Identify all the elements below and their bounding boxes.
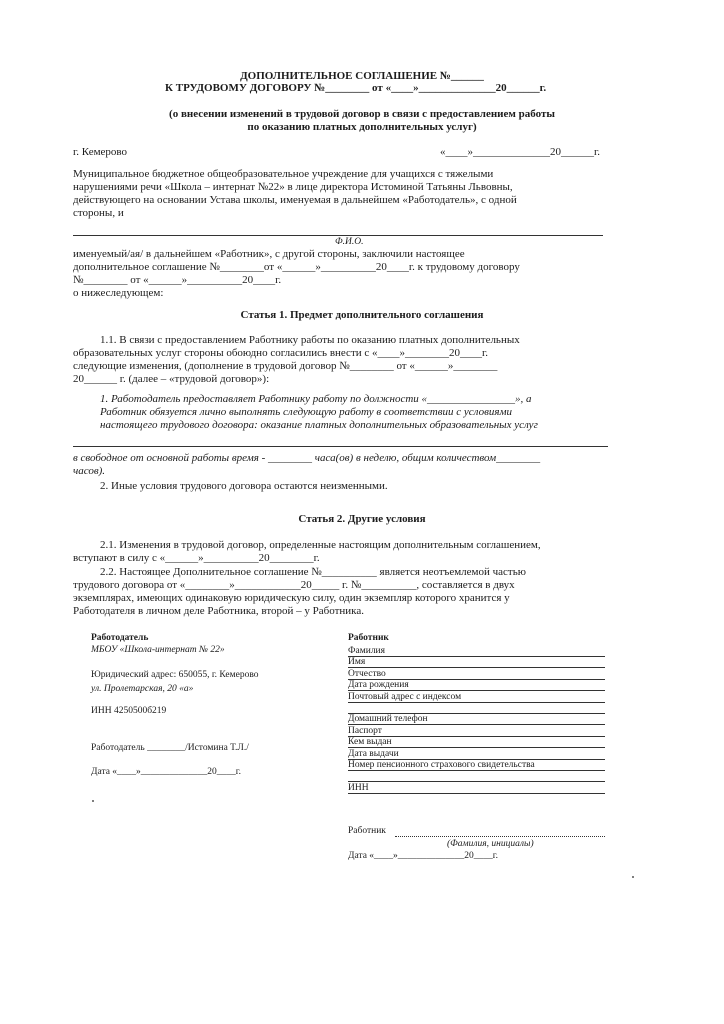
- scan-speck: [632, 876, 634, 878]
- employee-field-label: Отчество: [348, 668, 386, 679]
- employee-field-line: [348, 724, 605, 725]
- scan-speck: [92, 800, 94, 802]
- article-2-line-6: Работодателя в личном деле Работника, второй – у Работника.: [73, 605, 364, 617]
- intro-line-8: о нижеследующем:: [73, 287, 164, 299]
- subtitle-line-1: (о внесении изменений в трудовой договор в связи с предоставлением работы: [169, 108, 555, 120]
- intro-line-4: стороны, и: [73, 207, 124, 219]
- employee-field-line: [348, 656, 605, 657]
- article-1-line-7: настоящего трудового договора: оказание платных дополнительных образовательных услуг: [100, 419, 538, 431]
- article-2-line-5: экземплярах, имеющих одинаковую юридическую силу, один экземпляр которого хранится у: [73, 592, 510, 604]
- article-1-line-8: в свободное от основной работы время - ________ часа(ов) в неделю, общим количеством________: [73, 452, 541, 464]
- contract-reference: К ТРУДОВОМУ ДОГОВОРУ №________ от «____»______________20______г.: [165, 82, 547, 94]
- article-1-line-6: Работник обязуется лично выполнять следующую работу в соответствии с условиями: [100, 406, 512, 418]
- employee-field-line: [348, 770, 605, 771]
- employer-address-2: ул. Пролетарская, 20 «а»: [91, 684, 194, 694]
- employee-field-label: Номер пенсионного страхового свидетельства: [348, 760, 535, 770]
- employee-field-label: Почтовый адрес с индексом: [348, 691, 462, 702]
- article-1-heading: Статья 1. Предмет дополнительного соглашения: [240, 309, 484, 321]
- intro-line-5: именуемый/ая/ в дальнейшем «Работник», с другой стороны, заключили настоящее: [73, 248, 465, 260]
- employer-signature: Работодатель ________/Истомина Т.Л./: [91, 743, 249, 753]
- employee-field-label: Дата рождения: [348, 680, 409, 691]
- intro-line-3: действующего на основании Устава школы, именуемая в дальнейшем «Работодатель», с одной: [73, 194, 517, 206]
- article-1-line-10: 2. Иные условия трудового договора остаются неизменными.: [100, 480, 388, 492]
- employee-signature-caption: (Фамилия, инициалы): [447, 839, 534, 849]
- document-title: ДОПОЛНИТЕЛЬНОЕ СОГЛАШЕНИЕ №______: [240, 70, 484, 82]
- employee-field-label: ИНН: [348, 782, 369, 793]
- employer-inn: ИНН 4250500б219: [91, 706, 167, 716]
- employer-address-1: Юридический адрес: 650055, г. Кемерово: [91, 670, 259, 680]
- employee-field-line: [348, 781, 605, 782]
- intro-line-2: нарушениями речи «Школа – интернат №22» в лице директора Истоминой Татьяны Львовны,: [73, 181, 513, 193]
- article-2-line-3: 2.2. Настоящее Дополнительное соглашение №__________ является неотъемлемой частью: [100, 566, 526, 578]
- employee-field-label: Дата выдачи: [348, 748, 399, 759]
- fio-caption: Ф.И.О.: [335, 237, 364, 247]
- article-1-line-4: 20______ г. (далее – «трудовой договор»):: [73, 373, 270, 385]
- article-1-line-5: 1. Работодатель предоставляет Работнику работу по должности «________________», а: [100, 393, 532, 405]
- duty-blank-line: [73, 446, 608, 447]
- employee-heading: Работник: [348, 633, 389, 643]
- employer-name: МБОУ «Школа-интернат № 22»: [91, 645, 225, 655]
- employee-date: Дата «____»______________20____г.: [348, 851, 499, 861]
- article-1-line-3: следующие изменения, (дополнение в трудовой договор №________ от «______»________: [73, 360, 498, 372]
- employee-field-line: [348, 667, 605, 668]
- employee-field-line: [348, 793, 605, 794]
- employee-signature-line: [395, 836, 605, 837]
- fio-blank-line: [73, 235, 603, 236]
- article-2-heading: Статья 2. Другие условия: [298, 513, 426, 525]
- employee-signature-label: Работник: [348, 826, 386, 836]
- employee-field-line: [348, 702, 605, 703]
- subtitle-line-2: по оказанию платных дополнительных услуг): [247, 121, 477, 133]
- article-2-line-2: вступают в силу с «______»__________20________г.: [73, 552, 320, 564]
- intro-line-1: Муниципальное бюджетное общеобразовательное учреждение для учащихся с тяжелыми: [73, 168, 494, 180]
- article-1-line-2: образовательных услуг стороны обоюдно согласились внести с «____»________20____г.: [73, 347, 489, 359]
- employee-field-label: Кем выдан: [348, 737, 392, 748]
- article-1-line-9: часов).: [73, 465, 106, 477]
- article-1-line-1: 1.1. В связи с предоставлением Работнику работы по оказанию платных дополнительных: [100, 334, 520, 346]
- employee-field-label: Фамилия: [348, 646, 386, 656]
- intro-line-6: дополнительное соглашение №________от «______»__________20____г. к трудовому договору: [73, 261, 520, 273]
- article-2-line-4: трудового договора от «________»____________20_____ г. №__________, составляется в двух: [73, 579, 515, 591]
- employer-date: Дата «____»______________20____г.: [91, 767, 242, 777]
- employee-field-label: Имя: [348, 657, 366, 668]
- intro-line-7: №________ от «______»__________20____г.: [73, 274, 282, 286]
- employer-heading: Работодатель: [91, 633, 149, 643]
- employee-field-label: Паспорт: [348, 725, 382, 736]
- agreement-date: «____»______________20______г.: [440, 146, 601, 158]
- employee-field-label: Домашний телефон: [348, 714, 428, 725]
- article-2-line-1: 2.1. Изменения в трудовой договор, определенные настоящим дополнительным соглашением,: [100, 539, 541, 551]
- city: г. Кемерово: [73, 146, 128, 158]
